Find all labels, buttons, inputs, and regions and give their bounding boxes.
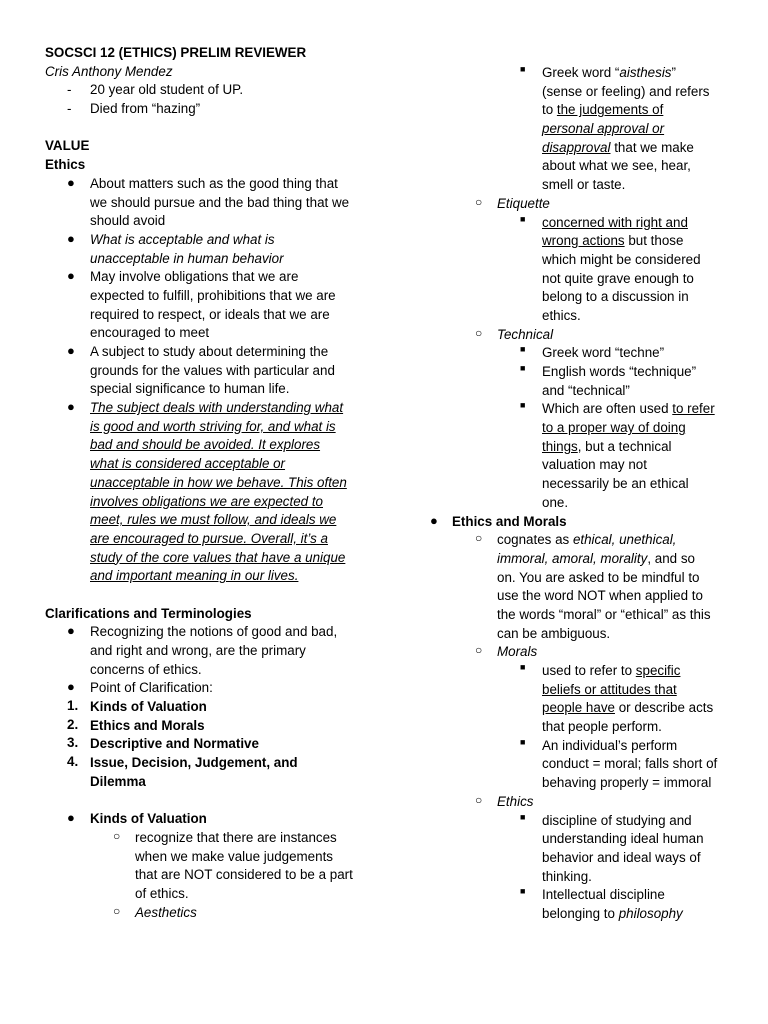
- square-marker: ■: [520, 811, 526, 822]
- list-item: ○ Etiquette: [475, 194, 550, 211]
- square-marker: ■: [520, 213, 526, 224]
- circle-marker: ○: [475, 194, 483, 209]
- bullet-marker: ●: [67, 623, 75, 639]
- subheading-ethics: Ethics: [45, 157, 86, 173]
- circle-marker: ○: [475, 792, 483, 807]
- section-heading-ethics-morals: Ethics and Morals: [452, 513, 567, 529]
- list-item: ■ concerned with right and wrong actions but those which might be considered not quite grave enough to belong to a discussion in ethics.: [520, 213, 701, 323]
- bullet-marker: ●: [67, 399, 75, 415]
- list-item: ○ Ethics: [475, 792, 534, 809]
- list-item: ○ cognates as ethical, unethical, immoral, amoral, morality, and so on. You are asked to be mindful to use the word NOT when applied to the words “moral” or “ethical” as this can be ambiguous.: [475, 531, 711, 641]
- list-item: ■ Greek word “aisthesis” (sense or feeling) and refers to the judgements of personal approval or disapproval that we make about what we see, hear, smell or taste.: [520, 64, 710, 193]
- numbered-item: 4. Issue, Decision, Judgement, and Dilemma: [67, 754, 298, 789]
- bullet-marker: ●: [67, 810, 75, 826]
- list-item: ○ Aesthetics: [113, 903, 197, 920]
- list-item: [45, 810, 375, 829]
- list-item: ■ Greek word “techne”: [520, 344, 665, 361]
- left-column: [45, 44, 375, 922]
- circle-marker: ○: [475, 531, 483, 546]
- list-item: - Died from “hazing”: [45, 100, 375, 119]
- list-item: ■ discipline of studying and understanding ideal human behavior and ideal ways of thinking.: [520, 811, 704, 884]
- dash-marker: -: [67, 82, 72, 98]
- square-marker: ■: [520, 886, 526, 897]
- right-column: [430, 64, 752, 924]
- list-item: [430, 513, 752, 532]
- numbered-item: 3. Descriptive and Normative: [67, 735, 259, 752]
- section-heading-clarifications: Clarifications and Terminologies: [45, 605, 252, 621]
- list-item: - 20 year old student of UP.: [45, 81, 375, 100]
- list-item: ■ An individual’s perform conduct = moral; falls short of behaving properly = immoral: [520, 736, 718, 791]
- list-item: ● The subject deals with understanding what is good and worth striving for, and what is bad and should be avoided. It explores what is considered acceptable or unacceptable in how we behave. This often involves obligations we are expected to meet, rules we must follow, and ideals we are encouraged to pursue. Overall, it’s a study of the core values that have a unique and important meaning in our lives.: [67, 399, 347, 584]
- numbered-item: 1. Kinds of Valuation: [67, 698, 207, 715]
- circle-marker: ○: [475, 643, 483, 658]
- list-item: ■ Intellectual discipline belonging to philosophy: [520, 886, 683, 921]
- list-item: ● A subject to study about determining the grounds for the values with particular and special significance to human life.: [67, 343, 335, 397]
- list-item: ■ English words “technique” and “technical”: [520, 363, 697, 398]
- list-item: ● Point of Clarification:: [67, 679, 213, 696]
- circle-marker: ○: [113, 828, 121, 843]
- bullet-marker: ●: [67, 268, 75, 284]
- bullet-marker: ●: [67, 679, 75, 695]
- square-marker: ■: [520, 344, 526, 355]
- dash-marker: -: [67, 101, 72, 117]
- list-item: ● About matters such as the good thing that we should pursue and the bad thing that we should avoid: [67, 174, 350, 229]
- list-item: ○ Morals: [475, 643, 538, 660]
- document-title: SOCSCI 12 (ETHICS) PRELIM REVIEWER: [45, 45, 307, 60]
- bullet-marker: ●: [430, 512, 438, 528]
- circle-marker: ○: [475, 325, 483, 340]
- square-marker: ■: [520, 64, 526, 74]
- list-item: ○ recognize that there are instances when we make value judgements that are NOT considered to be a part of ethics.: [113, 828, 353, 901]
- square-marker: ■: [520, 363, 526, 373]
- bullet-marker: ●: [67, 230, 75, 246]
- square-marker: ■: [520, 662, 526, 672]
- list-item: ■ Which are often used to refer to a proper way of doing things, but a technical valuation may not necessarily be an ethical one.: [520, 400, 715, 510]
- bullet-marker: ●: [67, 174, 75, 190]
- bullet-marker: ●: [67, 343, 75, 358]
- square-marker: ■: [520, 400, 526, 411]
- square-marker: ■: [520, 736, 526, 747]
- list-item: ○ Technical: [475, 325, 554, 342]
- list-item: ■ used to refer to specific beliefs or attitudes that people have or describe acts that people perform.: [520, 662, 714, 735]
- circle-marker: ○: [113, 903, 121, 918]
- list-item: ● Recognizing the notions of good and bad, and right and wrong, are the primary concerns of ethics.: [67, 623, 338, 677]
- list-item: ● What is acceptable and what is unacceptable in human behavior: [67, 230, 284, 266]
- case-name: Cris Anthony Mendez: [45, 63, 173, 79]
- numbered-item: 2. Ethics and Morals: [67, 716, 205, 733]
- section-heading-value: VALUE: [45, 138, 90, 154]
- section-heading-kinds: Kinds of Valuation: [90, 811, 207, 827]
- list-item: ● May involve obligations that we are expected to fulfill, prohibitions that we are required to respect, or ideals that we are encouraged to meet: [67, 268, 336, 341]
